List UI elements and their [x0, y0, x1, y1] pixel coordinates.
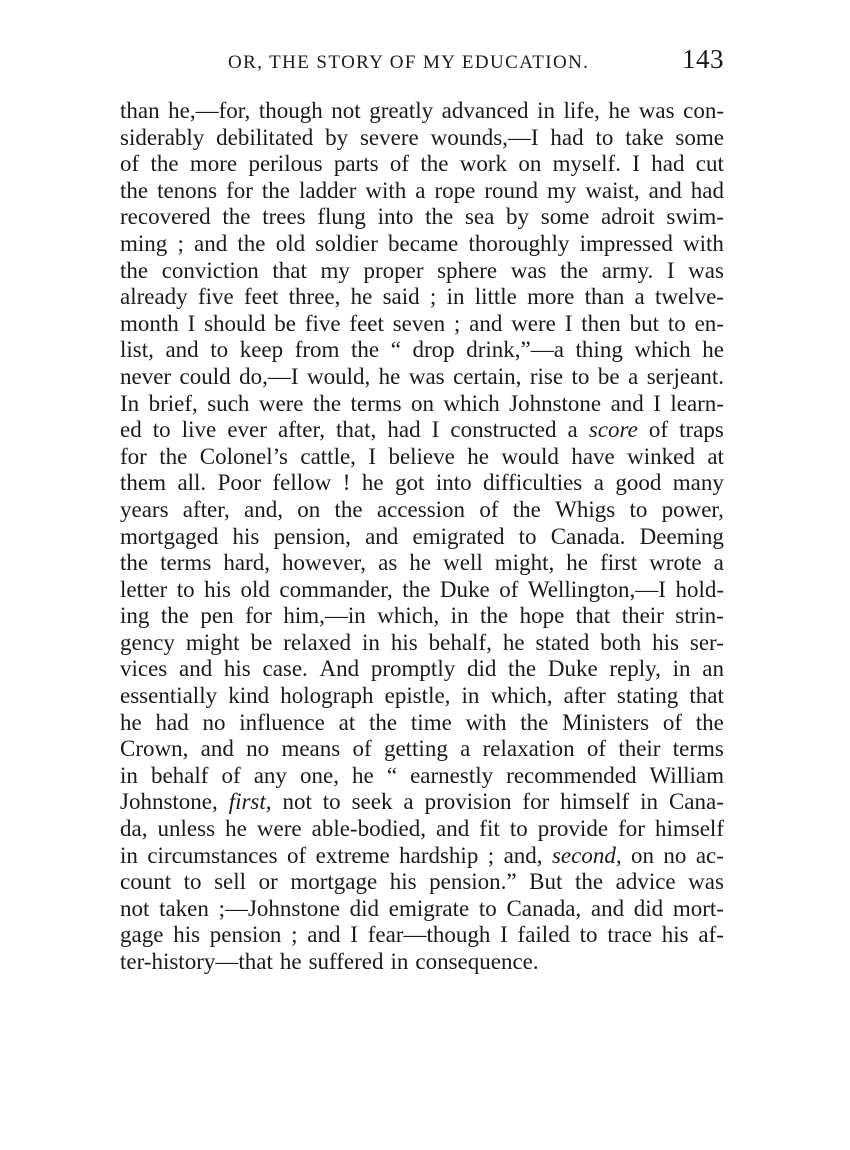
running-head	[120, 44, 724, 80]
text-line: essentially kind holograph epistle, in which, after stating that	[120, 683, 724, 709]
text-line: vices and his case. And promptly did the Duke reply, in an	[120, 656, 724, 682]
text-line: in circumstances of extreme hardship ; and, second, on no ac-	[120, 842, 724, 868]
text-line: ter-history—that he suffered in consequence.	[120, 949, 539, 974]
text-line: ed to live ever after, that, had I constructed a score of traps	[120, 417, 724, 443]
text-line: list, and to keep from the “ drop drink,”—a thing which he	[120, 337, 724, 363]
text-line: than he,—for, though not greatly advanced in life, he was con-	[120, 98, 724, 123]
text-line: gage his pension ; and I fear—though I failed to trace his af-	[120, 922, 724, 948]
text-line: of the more perilous parts of the work on myself. I had cut	[120, 151, 724, 177]
body-text	[120, 98, 724, 976]
text-line: never could do,—I would, he was certain, rise to be a serjeant.	[120, 363, 724, 389]
text-line: ing the pen for him,—in which, in the hope that their strin-	[120, 603, 724, 629]
text-line: not taken ;—Johnstone did emigrate to Canada, and did mort-	[120, 895, 724, 921]
text-line: in behalf of any one, he “ earnestly recommended William	[120, 762, 724, 788]
text-line: Johnstone, first, not to seek a provision for himself in Cana-	[120, 789, 724, 815]
text-line: Crown, and no means of getting a relaxation of their terms	[120, 736, 724, 762]
running-title: OR, THE STORY OF MY EDUCATION.	[228, 52, 590, 73]
text-line: mortgaged his pension, and emigrated to Canada. Deeming	[120, 523, 724, 549]
text-line: ming ; and the old soldier became thoroughly impressed with	[120, 230, 724, 256]
text-line: count to sell or mortgage his pension.” But the advice was	[120, 869, 724, 895]
page-number: 143	[682, 44, 724, 74]
text-line: the terms hard, however, as he well might, he first wrote a	[120, 550, 724, 576]
text-line: them all. Poor fellow ! he got into difficulties a good many	[120, 470, 724, 496]
text-line: the tenons for the ladder with a rope round my waist, and had	[120, 177, 724, 203]
text-line: already five feet three, he said ; in little more than a twelve-	[120, 284, 724, 310]
text-line: the conviction that my proper sphere was the army. I was	[120, 257, 724, 283]
text-line: he had no influence at the time with the Ministers of the	[120, 709, 724, 735]
text-line: In brief, such were the terms on which Johnstone and I learn-	[120, 390, 724, 416]
text-line: recovered the trees flung into the sea by some adroit swim-	[120, 204, 724, 230]
text-line: siderably debilitated by severe wounds,—I had to take some	[120, 124, 724, 150]
text-line: da, unless he were able-bodied, and fit to provide for himself	[120, 816, 724, 842]
text-line: month I should be five feet seven ; and were I then but to en-	[120, 310, 724, 336]
text-line: for the Colonel’s cattle, I believe he would have winked at	[120, 443, 724, 469]
text-line: gency might be relaxed in his behalf, he stated both his ser-	[120, 629, 724, 655]
text-line: years after, and, on the accession of the Whigs to power,	[120, 496, 724, 522]
text-line: letter to his old commander, the Duke of Wellington,—I hold-	[120, 576, 724, 602]
